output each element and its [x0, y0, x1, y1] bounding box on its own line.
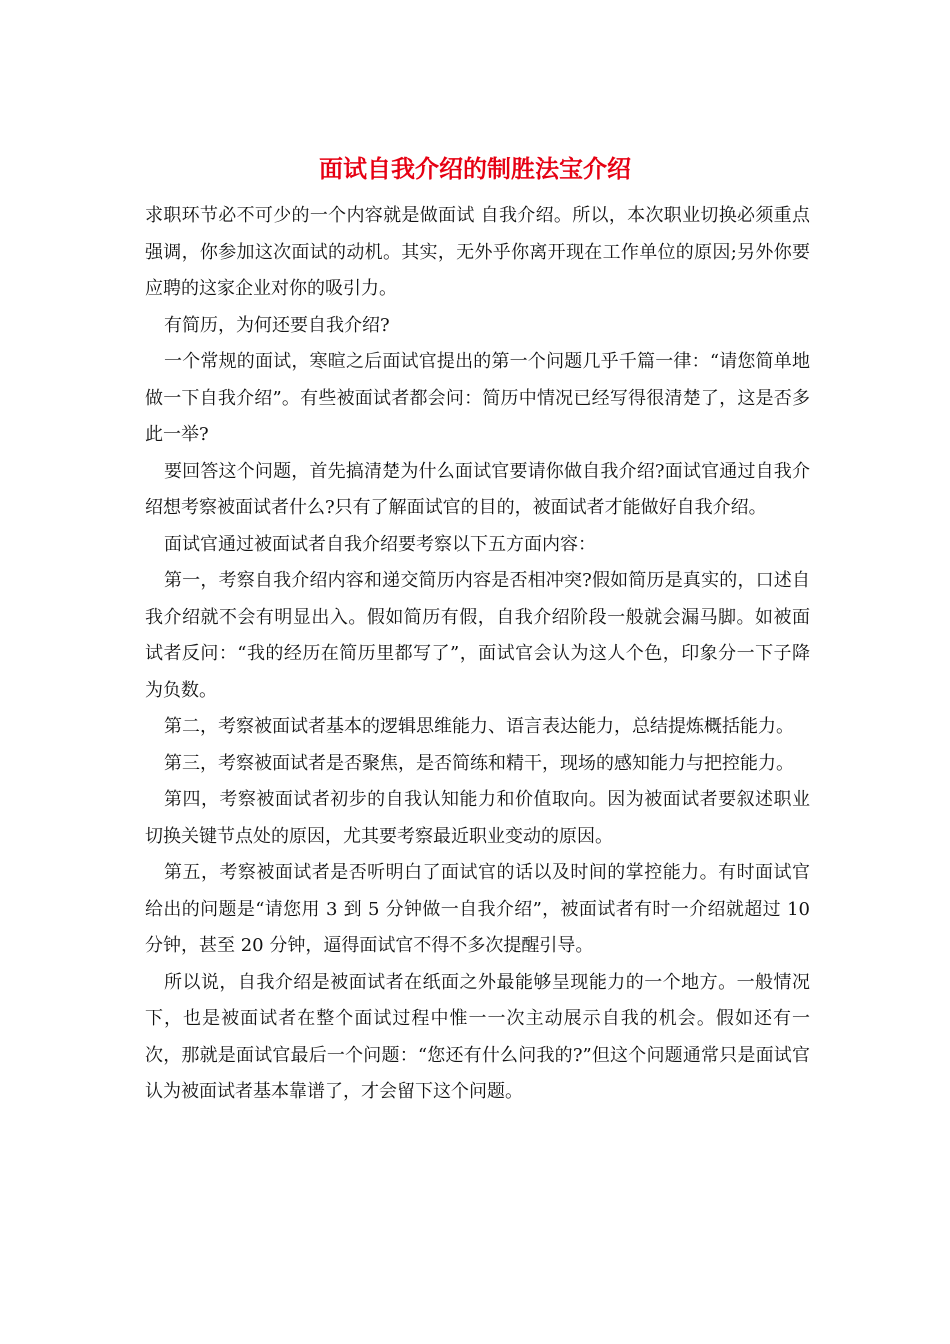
paragraph-conclusion: 所以说，自我介绍是被面试者在纸面之外最能够呈现能力的一个地方。一般情况下，也是被面试者在整个面试过程中惟一一次主动展示自我的机会。假如还有一次，那就是面试官最后一个问题：“您还有什么问我的?”但这个问题通常只是面试官认为被面试者基本靠谱了，才会留下这个问题。	[145, 971, 810, 1102]
paragraph-second: 第二，考察被面试者基本的逻辑思维能力、语言表达能力，总结提炼概括能力。	[164, 716, 794, 737]
paragraph-first: 第一，考察自我介绍内容和递交简历内容是否相冲突?假如简历是真实的，口述自我介绍就不会有明显出入。假如简历有假，自我介绍阶段一般就会漏马脚。如被面试者反问：“我的经历在简历里都写了”，面试官会认为这人个色，印象分一下子降为负数。	[145, 570, 810, 701]
paragraph-routine-interview: 一个常规的面试，寒暄之后面试官提出的第一个问题几乎千篇一律：“请您简单地做一下自我介绍”。有些被面试者都会问：简历中情况已经写得很清楚了，这是否多此一举?	[145, 351, 810, 445]
paragraph-fourth: 第四，考察被面试者初步的自我认知能力和价值取向。因为被面试者要叙述职业切换关键节点处的原因，尤其要考察最近职业变动的原因。	[145, 789, 810, 847]
paragraph-third: 第三，考察被面试者是否聚焦，是否简练和精干，现场的感知能力与把控能力。	[164, 752, 794, 774]
document-body	[145, 198, 810, 1111]
paragraph-answer: 要回答这个问题，首先搞清楚为什么面试官要请你做自我介绍?面试官通过自我介绍想考察被面试者什么?只有了解面试官的目的，被面试者才能做好自我介绍。	[145, 460, 810, 518]
paragraph-fifth: 第五，考察被面试者是否听明白了面试官的话以及时间的掌控能力。有时面试官给出的问题是“请您用 3 到 5 分钟做一自我介绍”，被面试者有时一介绍就超过 10 分钟，甚至 20 分钟，逼得面试官不得不多次提醒引导。	[145, 862, 810, 956]
paragraph-five-aspects: 面试官通过被面试者自我介绍要考察以下五方面内容：	[164, 533, 596, 555]
paragraph-question: 有简历，为何还要自我介绍?	[164, 314, 390, 336]
paragraph-intro: 求职环节必不可少的一个内容就是做面试 自我介绍。所以，本次职业切换必须重点强调，你参加这次面试的动机。其实，无外乎你离开现在工作单位的原因;另外你要应聘的这家企业对你的吸引力。	[145, 205, 810, 299]
document-title: 面试自我介绍的制胜法宝介绍	[319, 155, 631, 183]
